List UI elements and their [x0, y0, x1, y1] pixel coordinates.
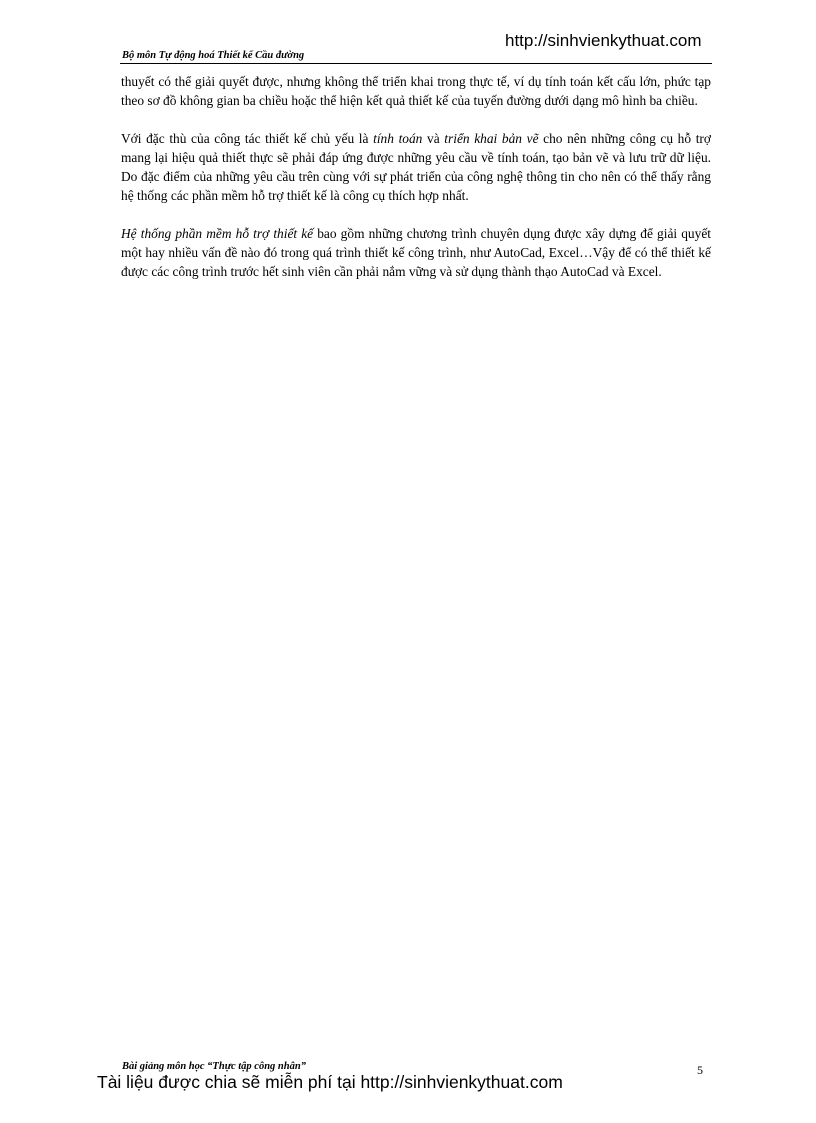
- emphasis-he-thong-phan-mem: Hệ thống phần mềm hỗ trợ thiết kế: [121, 226, 314, 241]
- paragraph-2-text-a: Với đặc thù của công tác thiết kế chủ yếu là: [121, 131, 374, 146]
- page-number: 5: [697, 1063, 703, 1077]
- emphasis-trien-khai-ban-ve: triển khai bản vẽ: [444, 131, 539, 146]
- paragraph-3-text: bao gồm những chương trình chuyên dụng được xây dựng để giải quyết một hay nhiều vấn đề nào đó trong quá trình thiết kế công trình, như AutoCad, Excel…Vậy để có thể thiết kế được các công trình trước hết sinh viên cần phải nắm vững và sử dụng thành thạo AutoCad và Excel.: [121, 226, 711, 279]
- document-body: [121, 72, 711, 300]
- emphasis-tinh-toan: tính toán: [373, 131, 423, 146]
- header-url[interactable]: http://sinhvienkythuat.com: [505, 31, 702, 50]
- paragraph-2-text-c: cho nên những công cụ hỗ trợ mang lại hiệu quả thiết thực sẽ phải đáp ứng được những yêu cầu về tính toán, tạo bản vẽ và lưu trữ dữ liệu. Do đặc điểm của những yêu cầu trên cùng với sự phát triển của công nghệ thông tin cho nên có thể thấy rằng hệ thống các phần mềm hỗ trợ thiết kế là công cụ thích hợp nhất.: [121, 131, 711, 203]
- paragraph-2: [121, 129, 711, 205]
- header-title: Bộ môn Tự động hoá Thiết kế Cầu đường: [122, 50, 305, 61]
- header-divider: [120, 63, 712, 64]
- share-notice[interactable]: Tài liệu được chia sẽ miễn phí tại http://sinhvienkythuat.com: [97, 1072, 563, 1092]
- footer-title: Bài giảng môn học “Thực tập công nhân”: [122, 1061, 306, 1072]
- paragraph-2-text-b: và: [422, 131, 445, 146]
- paragraph-3: [121, 224, 711, 281]
- paragraph-1: thuyết có thể giải quyết được, nhưng không thể triển khai trong thực tế, ví dụ tính toán kết cấu lớn, phức tạp theo sơ đồ không gian ba chiều hoặc thể hiện kết quả thiết kế của tuyến đường dưới dạng mô hình ba chiều.: [121, 74, 711, 108]
